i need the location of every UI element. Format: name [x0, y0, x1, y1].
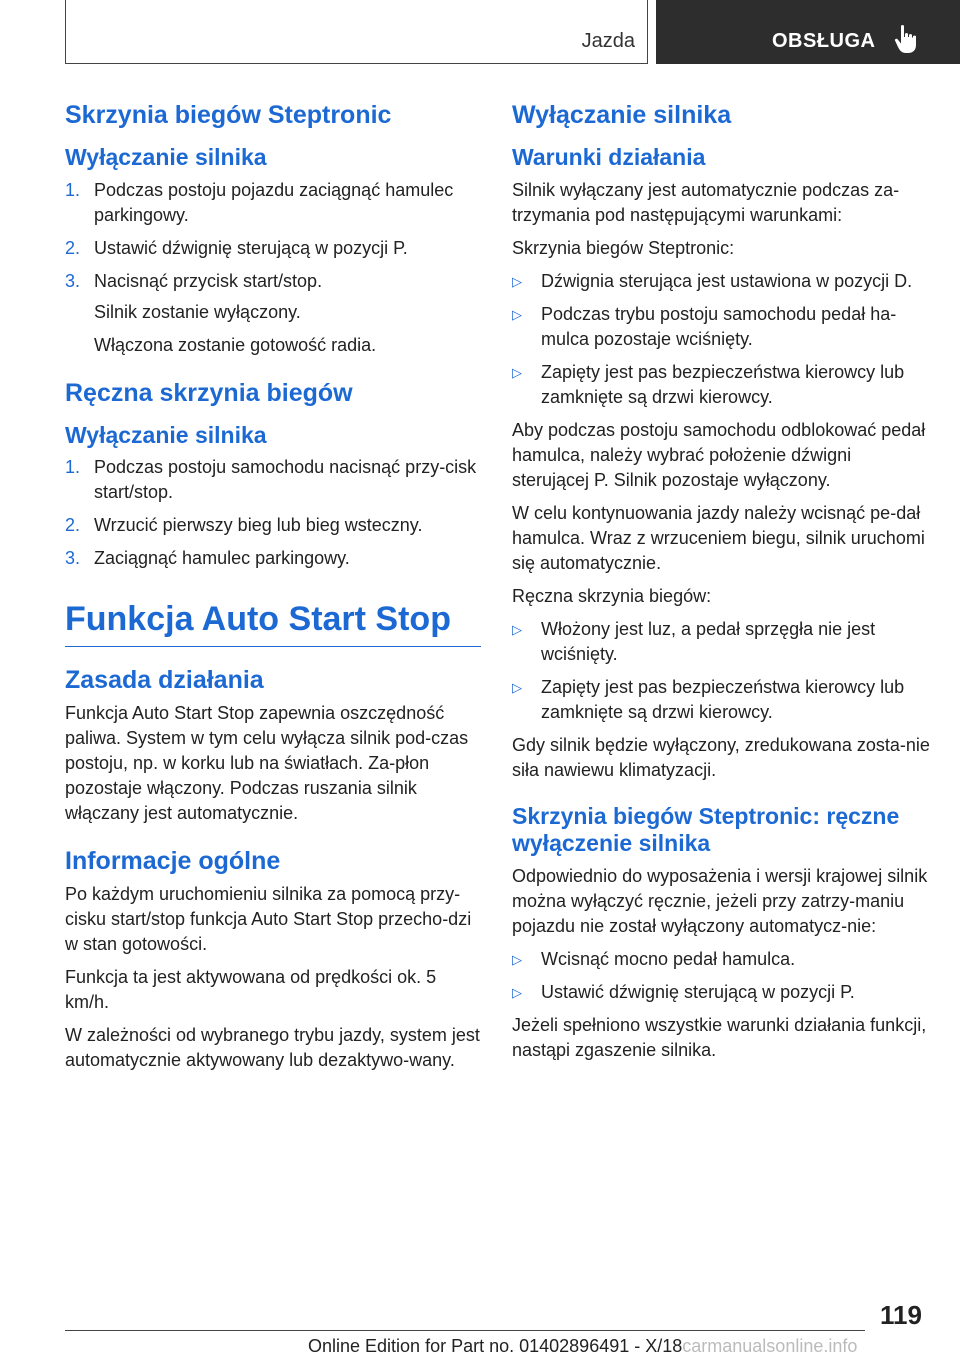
list-item — [512, 360, 932, 410]
list-item — [65, 236, 485, 261]
right-column — [512, 100, 932, 1071]
list-item-text: Zapięty jest pas bezpieczeństwa kierowcy lub zamknięte są drzwi kierowcy. — [541, 676, 905, 722]
step-note: Silnik zostanie wyłączony. — [94, 301, 301, 322]
list-item — [65, 546, 485, 571]
list-item — [512, 302, 932, 352]
bullet-triangle-icon: ▷ — [512, 273, 522, 289]
pointing-hand-icon — [894, 24, 920, 54]
list-item — [65, 269, 485, 294]
page-number: 119 — [880, 1300, 922, 1330]
heading-manual-engine-off: Skrzynia biegów Steptronic: ręczne wyłączenie silnika — [512, 802, 900, 857]
manual-off-list — [512, 947, 932, 1005]
conditions-text-3: Gdy silnik będzie wyłączony, zredukowana zosta-nie siła nawiewu klimatyzacji. — [512, 734, 930, 780]
list-item-text: Zapięty jest pas bezpieczeństwa kierowcy lub zamknięte są drzwi kierowcy. — [541, 361, 905, 407]
principle-text: Funkcja Auto Start Stop zapewnia oszczędność paliwa. System w tym celu wyłącza silnik pod-czas postoju, np. w korku lub na światłach. Za-płon pozostaje włączony. Podczas ruszania silnik włączany jest automatycznie. — [65, 702, 469, 823]
manual-off-intro: Odpowiednio do wyposażenia i wersji krajowej silnik można wyłączyć ręcznie, jeżeli przy zatrzy-maniu pojazdu nie został wyłączony automatycz-nie: — [512, 865, 928, 936]
bullet-triangle-icon: ▷ — [512, 306, 522, 322]
bullet-triangle-icon: ▷ — [512, 679, 522, 695]
step-text: Podczas postoju samochodu nacisnąć przy-cisk start/stop. — [94, 457, 477, 503]
spacer — [512, 791, 932, 803]
list-item-text: Wcisnąć mocno pedał hamulca. — [541, 948, 796, 969]
step-number: 2. — [65, 237, 81, 258]
heading-engine-off: Wyłączanie silnika — [512, 101, 732, 129]
bullet-triangle-icon: ▷ — [512, 951, 522, 967]
section-header-box — [65, 0, 648, 64]
subheading-manual-engine-off: Wyłączanie silnika — [65, 421, 267, 448]
conditions-intro: Silnik wyłączany jest automatycznie podczas za-trzymania pod następującymi warunkami: — [512, 179, 900, 225]
conditions-manual-label: Ręczna skrzynia biegów: — [512, 585, 712, 606]
list-item — [512, 269, 932, 294]
step-number: 1. — [65, 179, 81, 200]
manual-off-outro: Jeżeli spełniono wszystkie warunki działania funkcji, nastąpi zgaszenie silnika. — [512, 1014, 927, 1060]
watermark: carmanualsonline.info — [682, 1336, 858, 1356]
list-item-text: Podczas trybu postoju samochodu pedał ha-mulca pozostaje wciśnięty. — [541, 303, 897, 349]
footer-edition — [308, 1336, 857, 1357]
subheading-conditions: Warunki działania — [512, 144, 706, 170]
step-number: 3. — [65, 548, 81, 569]
spacer — [65, 579, 485, 599]
edition-text: Online Edition for Part no. 01402896491 - X/18 — [308, 1336, 683, 1356]
list-item — [512, 947, 932, 972]
spacer — [65, 834, 485, 846]
list-item-text: Dźwignia sterująca jest ustawiona w pozycji D. — [541, 270, 913, 291]
heading-steptronic: Skrzynia biegów Steptronic — [65, 101, 392, 129]
list-item — [512, 675, 932, 725]
step-text: Nacisnąć przycisk start/stop. — [94, 270, 323, 291]
step-text: Zaciągnąć hamulec parkingowy. — [94, 548, 350, 569]
heading-general-info: Informacje ogólne — [65, 846, 281, 875]
list-item — [65, 455, 485, 505]
conditions-steptronic-list — [512, 269, 932, 410]
bullet-triangle-icon: ▷ — [512, 984, 522, 1000]
conditions-text-2: W celu kontynuowania jazdy należy wcisnąć pe-dał hamulca. Wraz z wrzuceniem biegu, silnik uruchomi się automatycznie. — [512, 502, 925, 573]
chapter-tab — [656, 0, 960, 64]
step-number: 1. — [65, 457, 81, 478]
section-label: Jazda — [581, 30, 635, 52]
list-item — [65, 178, 485, 228]
list-item — [65, 513, 485, 538]
list-item-text: Ustawić dźwignię sterującą w pozycji P. — [541, 981, 855, 1002]
conditions-manual-list — [512, 617, 932, 725]
footer-divider — [65, 1330, 865, 1331]
step-number: 3. — [65, 270, 81, 291]
steptronic-steps — [65, 178, 485, 294]
list-item — [512, 617, 932, 667]
step-number: 2. — [65, 515, 81, 536]
conditions-text-1: Aby podczas postoju samochodu odblokować pedał hamulca, należy wybrać położenie dźwigni sterującej P. Silnik pozostaje wyłączony. — [512, 419, 926, 490]
list-item — [512, 980, 932, 1005]
manual-steps — [65, 455, 485, 571]
step-note: Włączona zostanie gotowość radia. — [94, 334, 377, 355]
step-text: Ustawić dźwignię sterującą w pozycji P. — [94, 237, 408, 258]
list-item-text: Włożony jest luz, a pedał sprzęgła nie jest wciśnięty. — [541, 618, 876, 664]
bullet-triangle-icon: ▷ — [512, 364, 522, 380]
conditions-steptronic-label: Skrzynia biegów Steptronic: — [512, 237, 735, 258]
general-text-3: W zależności od wybranego trybu jazdy, system jest automatycznie aktywowany lub dezaktywo-wany. — [65, 1024, 480, 1070]
step-text: Podczas postoju pojazdu zaciągnąć hamulec parkingowy. — [94, 179, 454, 225]
heading-manual-gearbox: Ręczna skrzynia biegów — [65, 378, 353, 407]
chapter-label: OBSŁUGA — [772, 30, 876, 52]
spacer — [65, 366, 485, 378]
heading-auto-start-stop: Funkcja Auto Start Stop — [65, 599, 481, 647]
heading-principle: Zasada działania — [65, 665, 264, 694]
step-text: Wrzucić pierwszy bieg lub bieg wsteczny. — [94, 515, 423, 536]
left-column — [65, 100, 485, 1081]
bullet-triangle-icon: ▷ — [512, 621, 522, 637]
general-text-1: Po każdym uruchomieniu silnika za pomocą przy-cisku start/stop funkcja Auto Start Stop przecho-dzi w stan gotowości. — [65, 883, 472, 954]
general-text-2: Funkcja ta jest aktywowana od prędkości ok. 5 km/h. — [65, 966, 437, 1012]
subheading-steptronic-engine-off: Wyłączanie silnika — [65, 144, 267, 170]
